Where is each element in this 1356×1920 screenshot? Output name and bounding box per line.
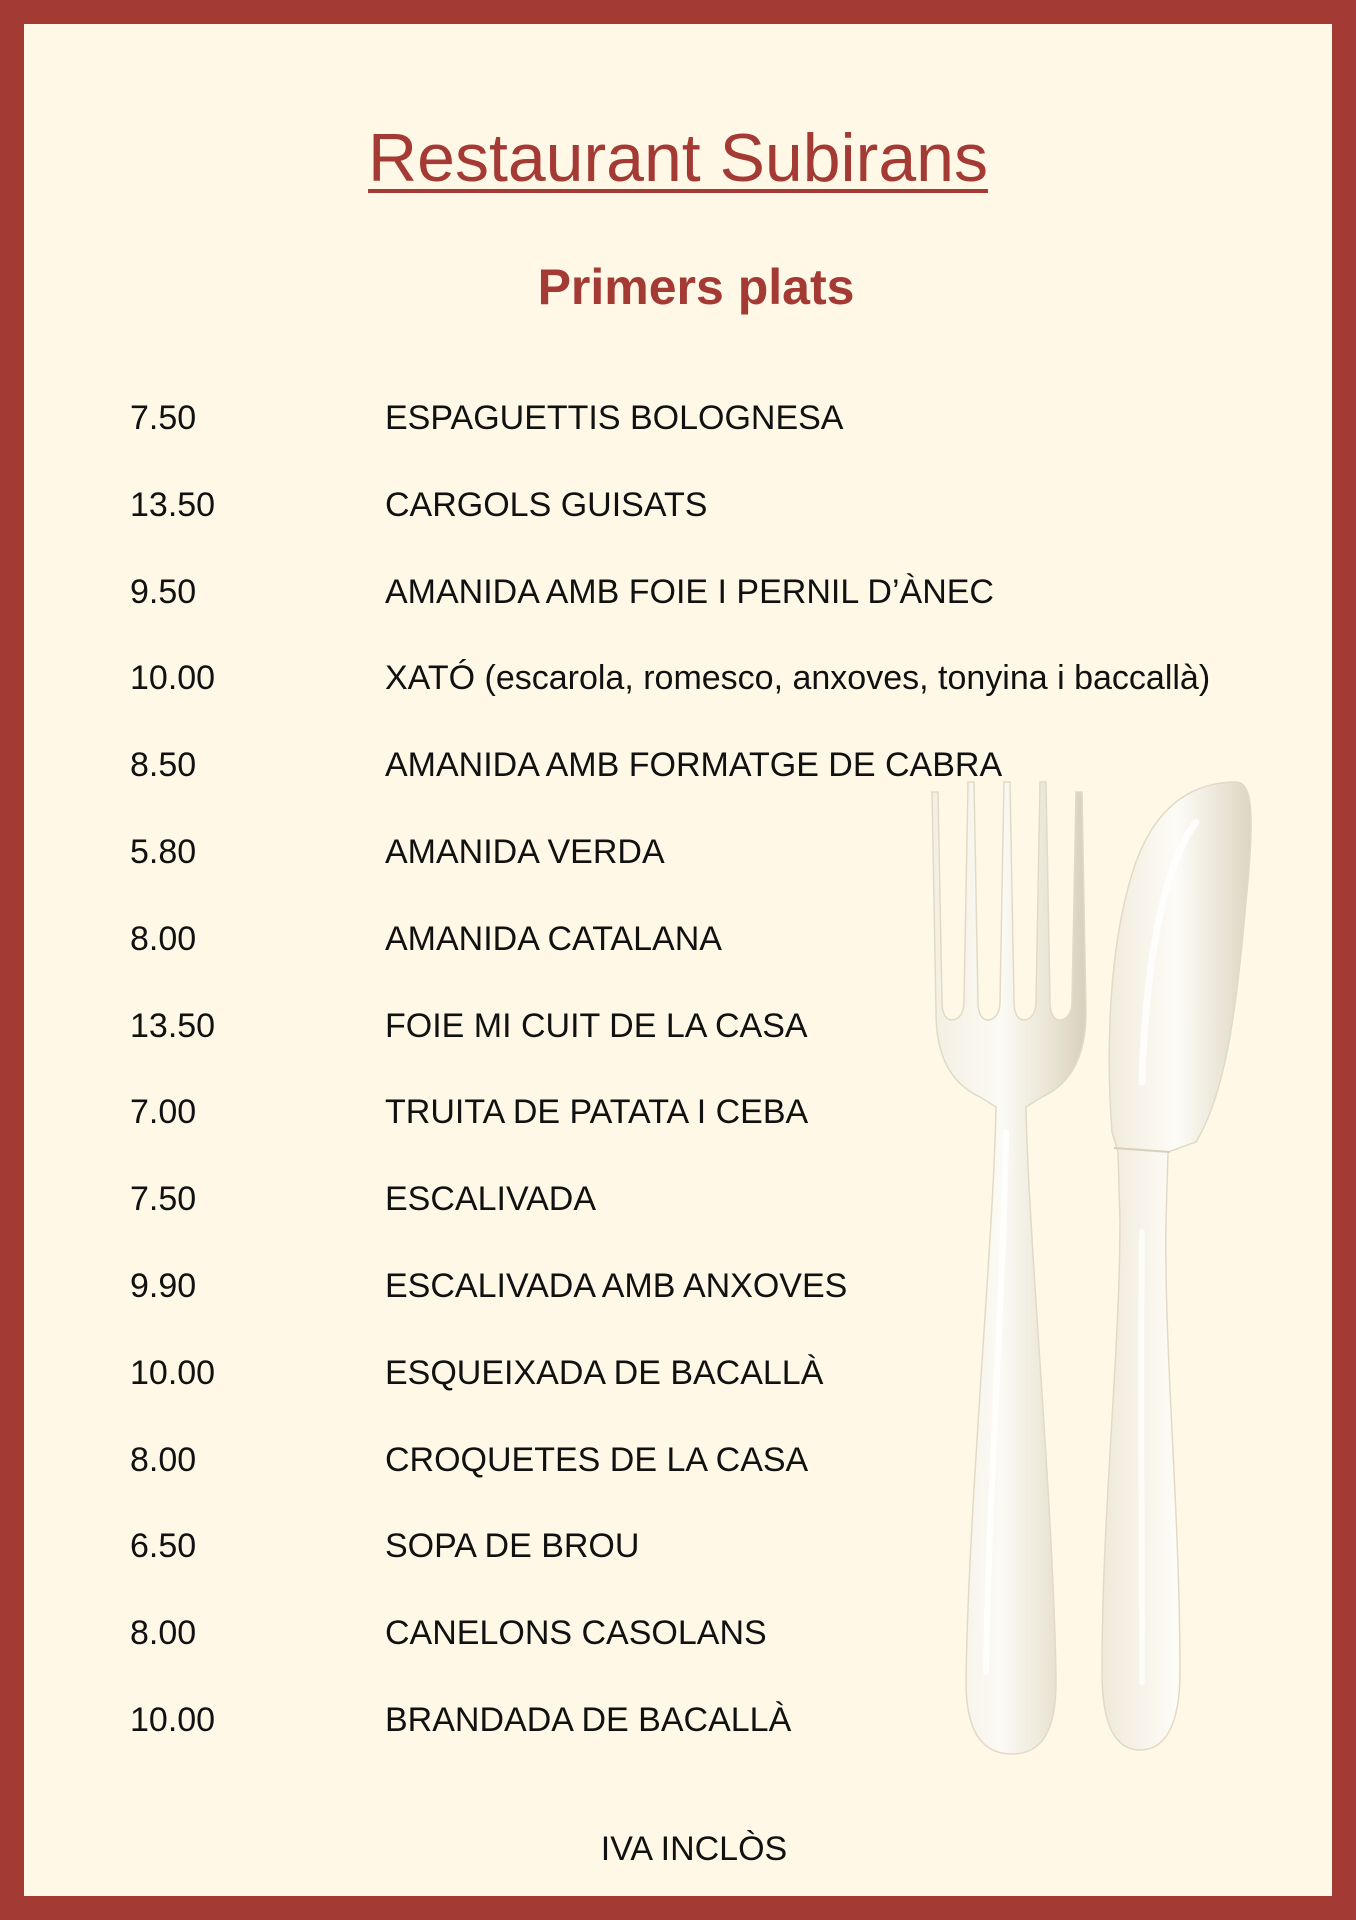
- menu-item: [130, 1179, 1330, 1266]
- menu-item-price: 13.50: [130, 485, 216, 524]
- menu-item-name: XATÓ (escarola, romesco, anxoves, tonyina i baccallà): [385, 659, 1211, 698]
- menu-item-name: FOIE MI CUIT DE LA CASA: [385, 1006, 808, 1045]
- menu-item-name: ESCALIVADA: [385, 1180, 597, 1219]
- menu-item-name: CARGOLS GUISATS: [385, 485, 708, 524]
- menu-item: [130, 1526, 1330, 1613]
- menu-item-price: 5.80: [130, 832, 197, 871]
- menu-item-price: 10.00: [130, 1700, 216, 1739]
- menu-item: [130, 832, 1330, 919]
- menu-item-price: 7.00: [130, 1093, 197, 1132]
- menu-item-price: 7.50: [130, 1180, 197, 1219]
- menu-item-name: TRUITA DE PATATA I CEBA: [385, 1093, 809, 1132]
- menu-item-price: 13.50: [130, 1006, 216, 1045]
- menu-item-name: AMANIDA VERDA: [385, 832, 665, 871]
- menu-item-name: AMANIDA CATALANA: [385, 919, 722, 958]
- menu-item-price: 6.50: [130, 1527, 197, 1566]
- menu-item: [130, 745, 1330, 832]
- menu-item: [130, 1092, 1330, 1179]
- menu-item-name: SOPA DE BROU: [385, 1527, 640, 1566]
- menu-item: [130, 398, 1330, 485]
- menu-item: [130, 1353, 1330, 1440]
- menu-list: [130, 398, 1330, 1787]
- restaurant-name: Restaurant Subirans: [368, 120, 988, 196]
- menu-item-price: 9.50: [130, 572, 197, 611]
- menu-item-price: 10.00: [130, 659, 216, 698]
- menu-item-price: 9.90: [130, 1266, 197, 1305]
- menu-item-price: 7.50: [130, 399, 197, 437]
- section-title: Primers plats: [537, 259, 855, 315]
- menu-item-name: ESQUEIXADA DE BACALLÀ: [385, 1353, 824, 1392]
- tax-note: IVA INCLÒS: [600, 1830, 788, 1868]
- menu-page: [24, 24, 1332, 1896]
- menu-item-name: CROQUETES DE LA CASA: [385, 1440, 809, 1479]
- menu-item-price: 8.50: [130, 746, 197, 785]
- menu-item-name: ESPAGUETTIS BOLOGNESA: [385, 399, 844, 437]
- menu-item: [130, 485, 1330, 572]
- menu-item: [130, 1266, 1330, 1353]
- menu-item-name: CANELONS CASOLANS: [385, 1614, 767, 1653]
- menu-item-price: 10.00: [130, 1353, 216, 1392]
- menu-item-name: BRANDADA DE BACALLÀ: [385, 1700, 792, 1739]
- menu-item: [130, 572, 1330, 659]
- menu-item-price: 8.00: [130, 1614, 197, 1653]
- menu-item: [130, 1006, 1330, 1093]
- menu-item-name: ESCALIVADA AMB ANXOVES: [385, 1266, 848, 1305]
- restaurant-title: [24, 120, 1332, 196]
- menu-item: [130, 919, 1330, 1006]
- menu-item: [130, 1700, 1330, 1787]
- menu-item: [130, 1440, 1330, 1527]
- menu-item-name: AMANIDA AMB FOIE I PERNIL D’ÀNEC: [385, 572, 994, 611]
- menu-item-price: 8.00: [130, 919, 197, 958]
- menu-item-name: AMANIDA AMB FORMATGE DE CABRA: [385, 746, 1003, 785]
- menu-item-price: 8.00: [130, 1440, 197, 1479]
- menu-item: [130, 1613, 1330, 1700]
- menu-item: [130, 658, 1330, 745]
